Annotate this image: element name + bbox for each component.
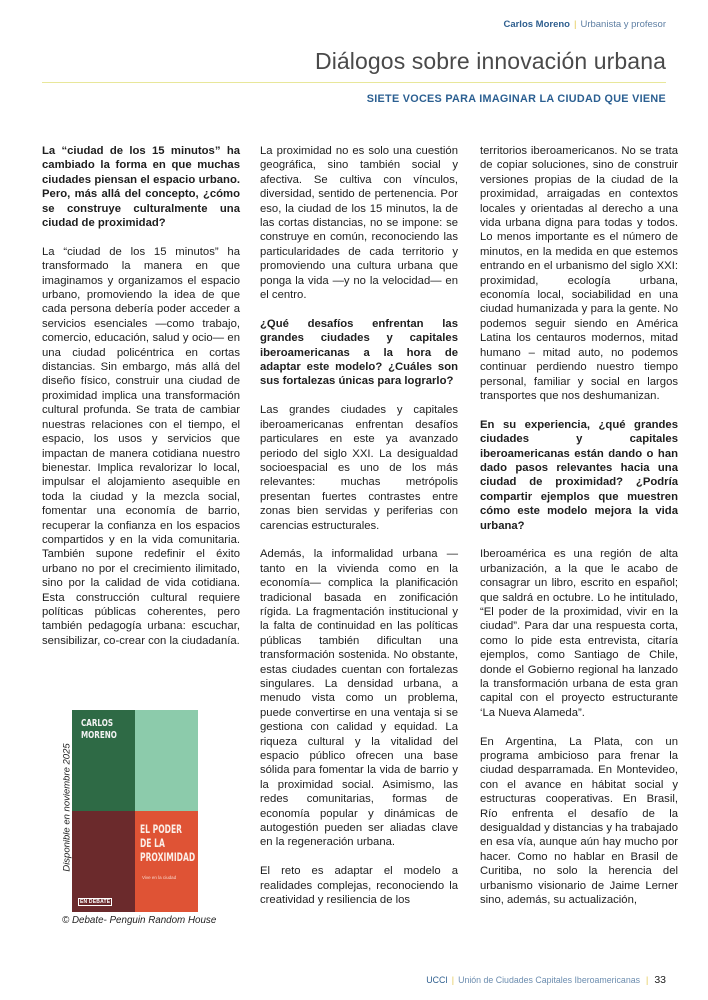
running-head-author: Carlos Moreno bbox=[503, 19, 570, 30]
image-credit: © Debate- Penguin Random House bbox=[62, 915, 217, 926]
cover-author-line: MORENO bbox=[81, 730, 117, 741]
cover-block-maroon bbox=[72, 811, 135, 912]
cover-title-line: EL PODER bbox=[140, 822, 183, 836]
page-subtitle: SIETE VOCES PARA IMAGINAR LA CIUDAD QUE VIENE bbox=[366, 93, 666, 105]
interview-answer: Las grandes ciudades y capitales iberoamericanas enfrentan desafíos particulares en este ya avanzado periodo del siglo XXI. La desigualdad socioespacial es uno de los más relevantes: muchas metrópolis presentan fuertes contrastes entre zonas bien servidas y periferias con carencias estructurales. bbox=[260, 404, 458, 532]
separator: | bbox=[646, 975, 649, 985]
page-title: Diálogos sobre innovación urbana bbox=[315, 48, 666, 74]
interview-answer: En Argentina, La Plata, con un programa ambicioso para frenar la ciudad desparramada. En Montevideo, con el avance en hábitat social y estructuras cooperativas. En Brasil, Río enfrenta el desafío de la desigualdad y distancias y ha trabajado en esa vía, aunque aún hay mucho por hacer. Como no hablar en Brasil de Curitiba, no solo la herencia del urbanismo visionario de Jaime Lerner sino, además, su actualización, bbox=[480, 735, 678, 907]
page-footer bbox=[426, 974, 666, 986]
title-divider bbox=[42, 82, 666, 83]
cover-subtitle: Vive en la ciudad bbox=[142, 875, 177, 880]
interview-answer: La “ciudad de los 15 minutos” ha transformado la manera en que imaginamos y organizamos el espacio urbano, promoviendo la idea de que cada persona debería poder acceder a servicios esenciales —como trabajo, comercio, educación, salud y ocio— en una ciudad policéntrica en cortas distancias. Sin embargo, más allá del diseño físico, construir una ciudad de proximidad implica una transformación cultural profunda. Se trata de cambiar nuestras relaciones con el tiempo, el espacio, los usos y servicios que impactan de manera cotidiana nuestro bienestar. Implica revalorizar lo local, impulsar el alojamiento asequible en toda la ciudad y la mezcla social, fomentar una economía de barrio, recuperar la confianza en los espacios compartidos y en la vida comunitaria. También supone redefinir el éxito urbano no por el crecimiento ilimitado, sino por la calidad de vida cotidiana. Esta construcción cultural requiere políticas públicas coherentes, pero también pedagogía urbana: escuchar, sensibilizar, co-crear con la ciudadanía. bbox=[42, 245, 240, 647]
text-column-2 bbox=[260, 144, 458, 922]
interview-question: ¿Qué desafíos enfrentan las grandes ciudades y capitales iberoamericanas a la hora de adaptar este modelo? ¿Cuáles son sus fortalezas únicas para lograrlo? bbox=[260, 317, 458, 388]
running-head-role: Urbanista y profesor bbox=[580, 19, 666, 30]
publisher-logo: EN DEBATE bbox=[80, 899, 111, 905]
cover-title-line: PROXIMIDAD bbox=[140, 850, 196, 864]
interview-answer: Además, la informalidad urbana —tanto en la vivienda como en la economía— complica la planificación tradicional basada en zonificación rígida. La fragmentación institucional y la falta de continuidad en las políticas públicas también dificultan una transformación sostenida. No obstante, estas ciudades cuentan con fortalezas singulares. La densidad urbana, a menudo vista como un problema, puede convertirse en una ventaja si se gestiona con calidad y equidad. La riqueza cultural y la vitalidad del espacio público ofrecen una base sólida para fomentar la vida de barrio y la proximidad social. Asimismo, las redes comunitarias, formas de economía popular y dinámicas de autogestión pueden ser aliadas clave en la regeneración urbana. bbox=[260, 548, 458, 849]
cover-title-line: DE LA bbox=[140, 836, 165, 850]
interview-answer: Iberoamérica es una región de alta urbanización, a la que le acabo de consagrar un libro, escrito en español; que saldrá en octubre. Lo he intitulado, “El poder de la proximidad, vivir en la ciudad”. Para dar una respuesta corta, como lo pide esta entrevista, citaría ejemplos, como Santiago de Chile, donde el Gobierno regional ha lanzado la transformación urbana de esta gran capital con el proyecto estructurante ‘La Nueva Alameda”. bbox=[480, 548, 678, 719]
interview-answer: La proximidad no es solo una cuestión geográfica, sino también social y afectiva. Se cultiva con vínculos, diversidad, sentido de pertenencia. Por eso, la ciudad de los 15 minutos, la de las cortas distancias, no se impone: se construye en común, reconociendo las particularidades de cada territorio y promoviendo una cultura urbana que ponga la vida —y no la velocidad— en el centro. bbox=[260, 145, 458, 302]
book-cover-image bbox=[72, 710, 198, 912]
cover-author-line: CARLOS bbox=[81, 718, 114, 729]
text-column-3 bbox=[480, 144, 678, 922]
book-feature bbox=[42, 706, 242, 936]
cover-author bbox=[81, 718, 117, 742]
separator: | bbox=[573, 19, 577, 30]
running-head bbox=[503, 19, 666, 30]
footer-org-full: Unión de Ciudades Capitales Iberoamericanas bbox=[458, 975, 641, 985]
footer-org-short: UCCI bbox=[426, 975, 448, 985]
cover-block-mint bbox=[135, 710, 198, 811]
interview-question: La “ciudad de los 15 minutos” ha cambiado la forma en que muchas ciudades piensan el espacio urbano. Pero, más allá del concepto, ¿cómo se construye culturalmente una ciudad de proximidad? bbox=[42, 145, 240, 230]
text-column-1 bbox=[42, 144, 240, 663]
separator: | bbox=[451, 975, 455, 985]
interview-answer: territorios iberoamericanos. No se trata de copiar soluciones, sino de construir versiones propias de la ciudad de la proximidad, arraigadas en contextos locales y orientadas al derecho a una vida urbana digna para todas y todos. Lo menos importante es el número de minutos, en la medida en que estemos entrando en el urbanismo del siglo XXI: proximidad, ecología urbana, economía local, sociabilidad en una ciudad humanizada y para la gente. No podemos seguir siendo en América Latina los centauros modernos, mitad humano – mitad auto, no podemos continuar perdiendo nuestro tiempo personal, familiar y social en largos transportes que nos deshumanizan. bbox=[480, 145, 678, 402]
interview-question: En su experiencia, ¿qué grandes ciudades y capitales iberoamericanas están dando o han dado pasos relevantes hacia una ciudad de proximidad? ¿Podría compartir ejemplos que muestren cómo este modelo mejora la vida urbana? bbox=[480, 418, 678, 532]
page-number: 33 bbox=[654, 974, 666, 986]
availability-note: Disponible en noviembre 2025 bbox=[61, 743, 73, 872]
interview-answer: El reto es adaptar el modelo a realidades complejas, reconociendo la creatividad y resiliencia de los bbox=[260, 865, 458, 907]
cover-title bbox=[140, 822, 195, 864]
